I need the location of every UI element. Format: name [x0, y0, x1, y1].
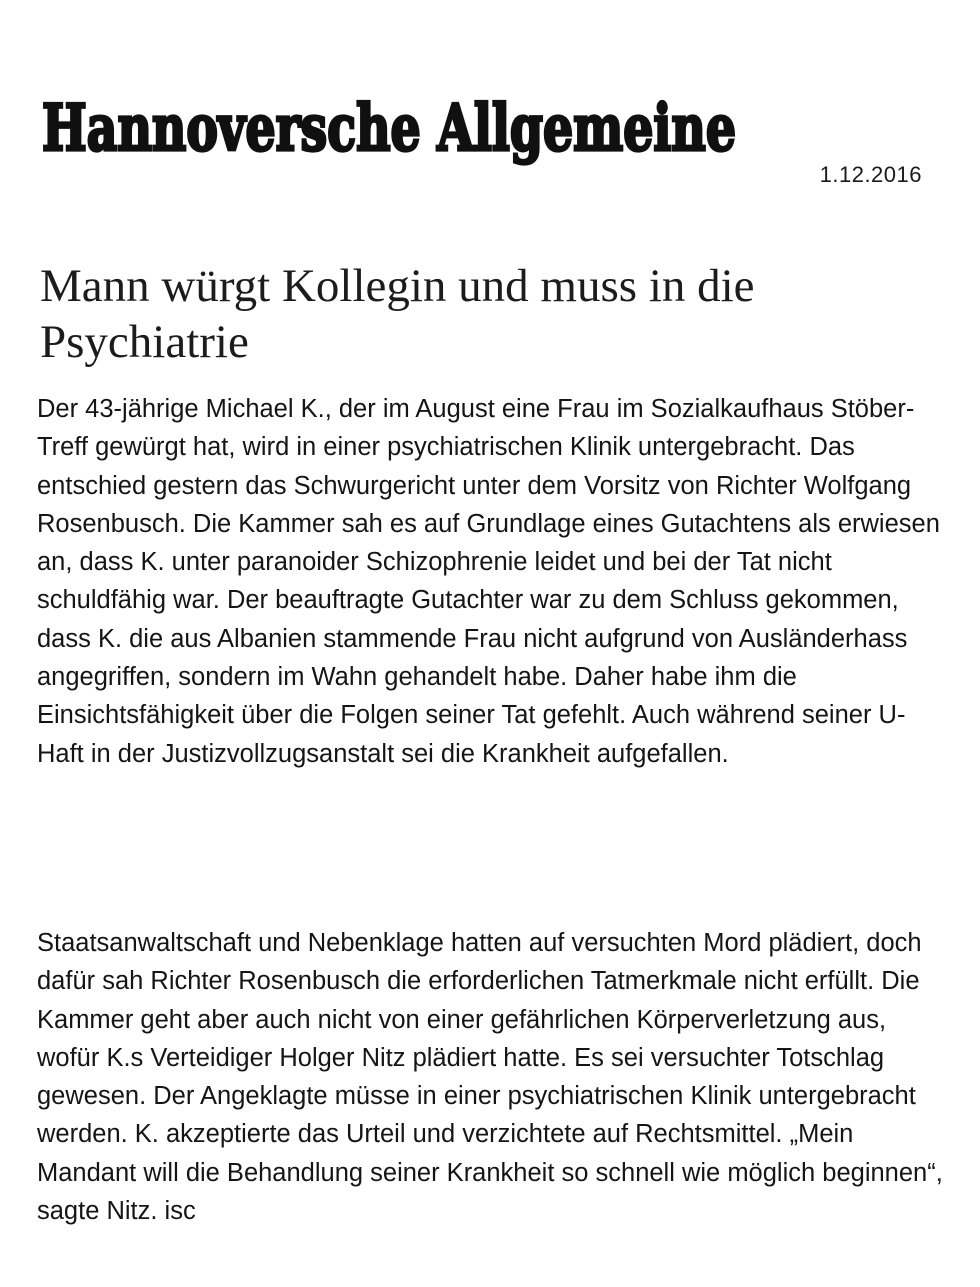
article-headline: Mann würgt Kollegin und muss in die Psychiatrie	[40, 260, 755, 368]
article-paragraph-1: Der 43-jährige Michael K., der im August eine Frau im Sozialkaufhaus Stöber-Treff gewürgt hat, wird in einer psychiatrischen Klinik untergebracht. Das entschied gestern das Schwurgericht unter dem Vorsitz von Richter Wolfgang Rosenbusch. Die Kammer sah es auf Grundlage eines Gutachtens als erwiesen an, dass K. unter paranoider Schizophrenie leidet und bei der Tat nicht schuldfähig war. Der beauftragte Gutachter war zu dem Schluss gekommen, dass K. die aus Albanien stammende Frau nicht aufgrund von Ausländerhass angegriffen, sondern im Wahn gehandelt habe. Daher habe ihm die Einsichtsfähigkeit über die Folgen seiner Tat gefehlt. Auch während seiner U-Haft in der Justizvollzugsanstalt sei die Krankheit aufgefallen.	[37, 395, 940, 768]
masthead-logo-graphic	[40, 58, 760, 168]
article-paragraph-2: Staatsanwaltschaft und Nebenklage hatten auf versuchten Mord plädiert, doch dafür sah Richter Rosenbusch die erforderlichen Tatmerkmale nicht erfüllt. Die Kammer geht aber auch nicht von einer gefährlichen Körperverletzung aus, wofür K.s Verteidiger Holger Nitz plädiert hatte. Es sei versuchter Totschlag gewesen. Der Angeklagte müsse in einer psychiatrischen Klinik untergebracht werden. K. akzeptierte das Urteil und verzichtete auf Rechtsmittel. „Mein Mandant will die Behandlung seiner Krankheit so schnell wie möglich beginnen“, sagte Nitz. isc	[37, 929, 943, 1226]
publication-date: 1.12.2016	[819, 162, 922, 187]
masthead-logo	[40, 58, 760, 168]
masthead-title: Hannoversche Allgemeine	[42, 91, 736, 166]
